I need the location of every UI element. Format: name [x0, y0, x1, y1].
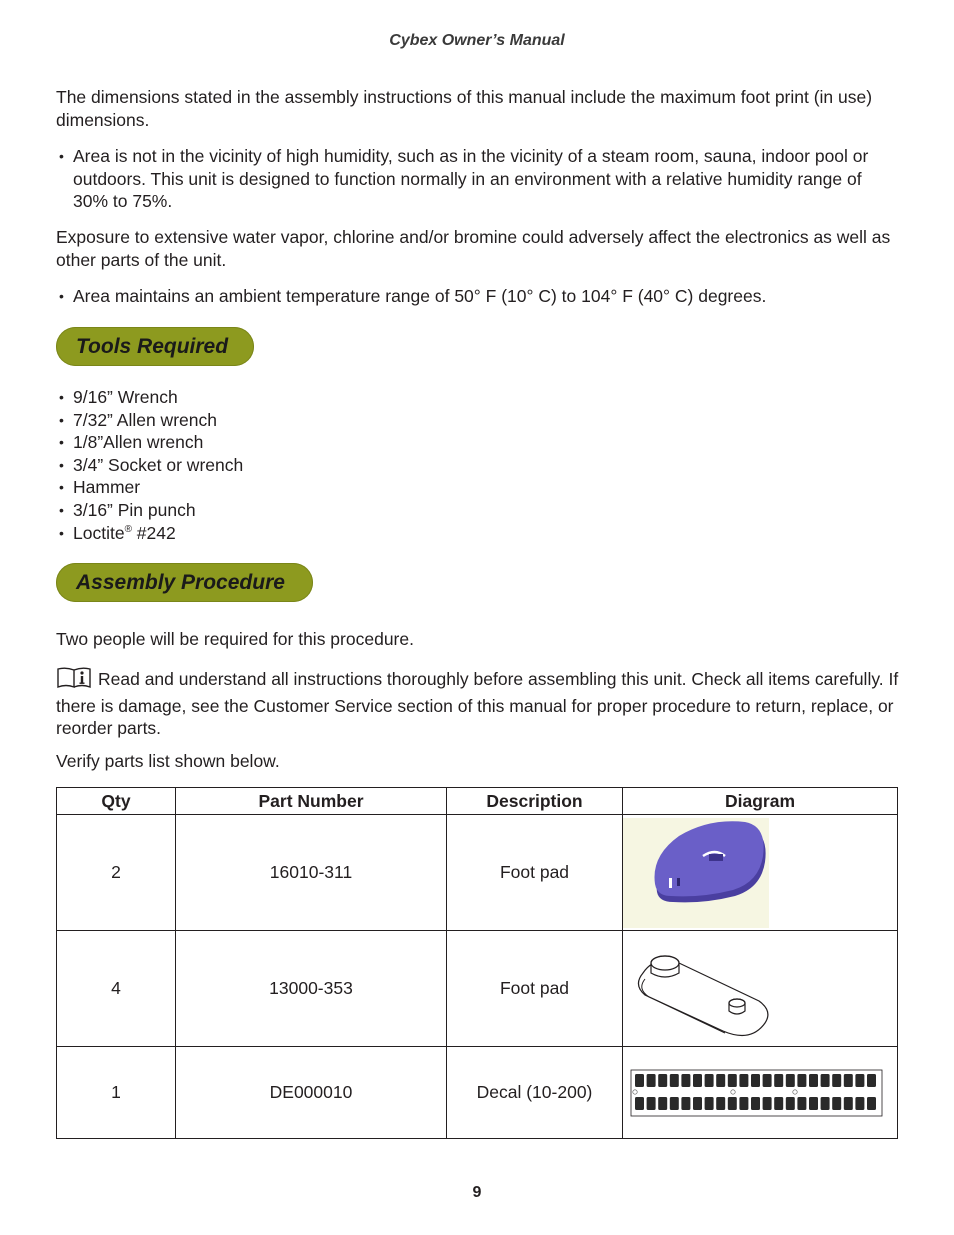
decal-tile	[739, 1074, 748, 1087]
decal-tile	[832, 1074, 841, 1087]
running-header: Cybex Owner’s Manual	[389, 32, 565, 49]
purple-foot-pad-diagram	[623, 818, 783, 928]
description-cell: Decal (10-200)	[447, 1047, 623, 1139]
decal-tile	[763, 1097, 772, 1110]
decal-tile	[647, 1074, 656, 1087]
read-instructions-note	[56, 667, 901, 740]
qty-cell: 1	[57, 1047, 176, 1139]
manual-book-icon	[56, 667, 94, 695]
registered-mark: ®	[124, 523, 132, 535]
decal-tile	[774, 1074, 783, 1087]
diagram-cell	[623, 815, 898, 931]
decal-tile	[832, 1097, 841, 1110]
tool-item: • Hammer	[56, 476, 901, 499]
parts-table-header-row	[57, 788, 898, 815]
decal-tile	[751, 1074, 760, 1087]
decal-tile	[635, 1097, 644, 1110]
column-header-description: Description	[447, 788, 623, 815]
oval-foot-pad-diagram	[623, 939, 783, 1039]
decal-tile	[786, 1097, 795, 1110]
assembly-procedure-heading: Assembly Procedure	[56, 563, 313, 602]
part-number-cell: 13000-353	[176, 931, 447, 1047]
decal-tile	[867, 1074, 876, 1087]
decal-tile	[658, 1097, 667, 1110]
humidity-bullet-list	[56, 145, 901, 213]
description-cell: Foot pad	[447, 815, 623, 931]
decal-tile	[774, 1097, 783, 1110]
decal-tile	[763, 1074, 772, 1087]
part-number-cell: 16010-311	[176, 815, 447, 931]
decal-tile	[867, 1097, 876, 1110]
decal-tile	[844, 1074, 853, 1087]
decal-tile	[670, 1074, 679, 1087]
decal-tile	[670, 1097, 679, 1110]
decal-tile	[821, 1097, 830, 1110]
decal-tile	[693, 1097, 702, 1110]
decal-tile	[855, 1097, 864, 1110]
two-people-paragraph: Two people will be required for this procedure.	[56, 629, 414, 649]
qty-cell: 2	[57, 815, 176, 931]
column-header-part-number: Part Number	[176, 788, 447, 815]
decal-tile	[797, 1097, 806, 1110]
decal-tile	[705, 1074, 714, 1087]
parts-table	[56, 787, 898, 1139]
qty-cell: 4	[57, 931, 176, 1047]
decal-tile	[716, 1074, 725, 1087]
decal-tile	[809, 1097, 818, 1110]
decal-tile	[705, 1097, 714, 1110]
decal-tile	[681, 1074, 690, 1087]
number-decal-diagram	[623, 1067, 885, 1119]
tool-item: • 3/4” Socket or wrench	[56, 454, 901, 477]
column-header-diagram: Diagram	[623, 788, 898, 815]
humidity-bullet: • Area is not in the vicinity of high humidity, such as in the vicinity of a steam room, sauna, indoor pool or outdoors. This unit is designed to function normally in an environment with a relative humidity range of 30% to 75%.	[56, 145, 901, 213]
decal-tile	[635, 1074, 644, 1087]
diagram-cell	[623, 931, 898, 1047]
decal-tile	[821, 1074, 830, 1087]
tool-item-loctite	[56, 522, 901, 545]
temperature-bullet: • Area maintains an ambient temperature range of 50° F (10° C) to 104° F (40° C) degrees.	[56, 285, 901, 308]
decal-tile	[728, 1097, 737, 1110]
tool-item: • 1/8”Allen wrench	[56, 431, 901, 454]
tool-item: • 3/16” Pin punch	[56, 499, 901, 522]
decal-tile	[809, 1074, 818, 1087]
tools-list	[56, 386, 901, 544]
intro-paragraph: The dimensions stated in the assembly instructions of this manual include the maximum foot print (in use) dimensions.	[56, 87, 873, 130]
read-instructions-text: Read and understand all instructions thoroughly before assembling this unit. Check all items carefully. If there is damage, see the Customer Service section of this manual for proper procedure to return, replace, or reorder parts.	[56, 669, 899, 738]
decal-tile	[728, 1074, 737, 1087]
table-row	[57, 1047, 898, 1139]
tool-item: • 7/32” Allen wrench	[56, 409, 901, 432]
decal-tile	[786, 1074, 795, 1087]
tools-required-heading: Tools Required	[56, 327, 254, 366]
decal-tile	[855, 1074, 864, 1087]
decal-tile	[681, 1097, 690, 1110]
temperature-bullet-list	[56, 285, 901, 308]
decal-tile	[797, 1074, 806, 1087]
verify-parts-paragraph: Verify parts list shown below.	[56, 751, 280, 771]
water-vapor-paragraph: Exposure to extensive water vapor, chlorine and/or bromine could adversely affect the electronics as well as other parts of the unit.	[56, 227, 891, 270]
decal-tile	[716, 1097, 725, 1110]
part-number-cell: DE000010	[176, 1047, 447, 1139]
decal-tile	[751, 1097, 760, 1110]
decal-tile	[693, 1074, 702, 1087]
column-header-qty: Qty	[57, 788, 176, 815]
decal-tile	[647, 1097, 656, 1110]
loctite-number: #242	[131, 522, 176, 543]
decal-tile	[658, 1074, 667, 1087]
decal-tile	[844, 1097, 853, 1110]
table-row	[57, 931, 898, 1047]
table-row	[57, 815, 898, 931]
diagram-cell	[623, 1047, 898, 1139]
description-cell: Foot pad	[447, 931, 623, 1047]
loctite-name: Loctite	[73, 522, 125, 543]
tool-item: • 9/16” Wrench	[56, 386, 901, 409]
decal-tile	[739, 1097, 748, 1110]
page-number: 9	[472, 1184, 482, 1201]
